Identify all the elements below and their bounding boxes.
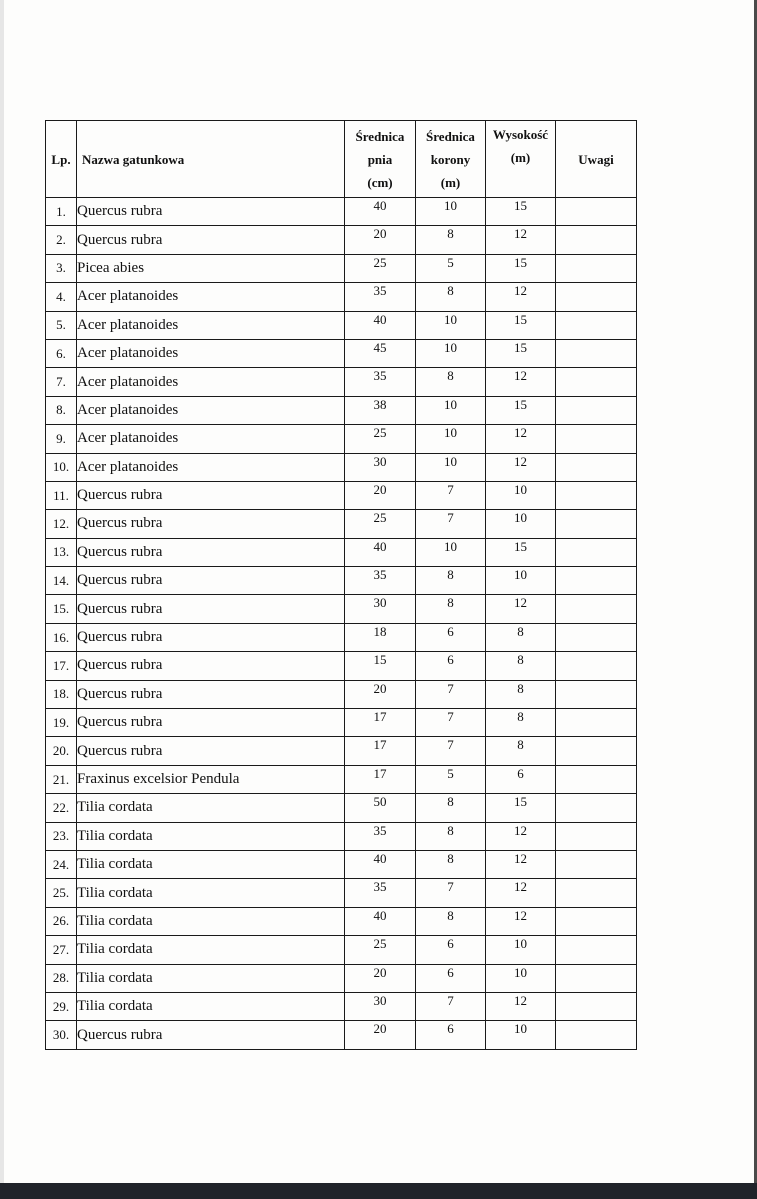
header-species-name: Nazwa gatunkowa [77, 121, 345, 198]
cell-species-name: Quercus rubra [77, 567, 345, 595]
cell-crown-diameter: 10 [416, 311, 486, 339]
cell-trunk-diameter: 18 [345, 623, 416, 651]
cell-lp: 17. [46, 652, 77, 680]
cell-height: 15 [486, 198, 556, 226]
cell-notes [556, 850, 637, 878]
cell-species-name: Tilia cordata [77, 992, 345, 1020]
cell-notes [556, 425, 637, 453]
cell-height: 12 [486, 425, 556, 453]
table-row [46, 339, 637, 367]
cell-crown-diameter: 10 [416, 538, 486, 566]
cell-trunk-diameter: 38 [345, 396, 416, 424]
table-row [46, 680, 637, 708]
cell-lp: 12. [46, 510, 77, 538]
table-row [46, 254, 637, 282]
page-left-edge [0, 0, 4, 1199]
cell-crown-diameter: 7 [416, 879, 486, 907]
cell-trunk-diameter: 30 [345, 992, 416, 1020]
cell-notes [556, 765, 637, 793]
cell-species-name: Quercus rubra [77, 198, 345, 226]
cell-crown-diameter: 7 [416, 992, 486, 1020]
table-row [46, 765, 637, 793]
cell-lp: 9. [46, 425, 77, 453]
cell-notes [556, 567, 637, 595]
cell-species-name: Quercus rubra [77, 680, 345, 708]
cell-trunk-diameter: 17 [345, 737, 416, 765]
cell-lp: 4. [46, 283, 77, 311]
cell-species-name: Quercus rubra [77, 538, 345, 566]
tree-inventory-table [45, 120, 637, 1050]
cell-crown-diameter: 8 [416, 907, 486, 935]
cell-crown-diameter: 5 [416, 765, 486, 793]
cell-notes [556, 879, 637, 907]
cell-trunk-diameter: 35 [345, 822, 416, 850]
header-height-line-1: Wysokość [492, 127, 549, 142]
cell-height: 10 [486, 510, 556, 538]
table-row [46, 992, 637, 1020]
cell-trunk-diameter: 40 [345, 850, 416, 878]
cell-trunk-diameter: 35 [345, 368, 416, 396]
cell-crown-diameter: 7 [416, 737, 486, 765]
cell-notes [556, 680, 637, 708]
cell-crown-diameter: 7 [416, 510, 486, 538]
table-header-row [46, 121, 637, 198]
cell-notes [556, 283, 637, 311]
cell-lp: 5. [46, 311, 77, 339]
cell-lp: 1. [46, 198, 77, 226]
header-trunk-line-2: pnia [367, 151, 393, 167]
cell-lp: 11. [46, 481, 77, 509]
cell-notes [556, 538, 637, 566]
cell-height: 15 [486, 339, 556, 367]
table-row [46, 481, 637, 509]
cell-lp: 25. [46, 879, 77, 907]
cell-notes [556, 226, 637, 254]
cell-species-name: Acer platanoides [77, 339, 345, 367]
cell-height: 12 [486, 850, 556, 878]
cell-crown-diameter: 8 [416, 822, 486, 850]
cell-crown-diameter: 8 [416, 794, 486, 822]
table-row [46, 879, 637, 907]
cell-notes [556, 396, 637, 424]
cell-notes [556, 794, 637, 822]
cell-species-name: Tilia cordata [77, 879, 345, 907]
cell-notes [556, 198, 637, 226]
cell-species-name: Quercus rubra [77, 1021, 345, 1049]
table-row [46, 538, 637, 566]
cell-crown-diameter: 8 [416, 567, 486, 595]
cell-species-name: Fraxinus excelsior Pendula [77, 765, 345, 793]
cell-lp: 6. [46, 339, 77, 367]
cell-species-name: Quercus rubra [77, 623, 345, 651]
cell-notes [556, 481, 637, 509]
cell-lp: 18. [46, 680, 77, 708]
cell-lp: 10. [46, 453, 77, 481]
table-row [46, 652, 637, 680]
cell-lp: 29. [46, 992, 77, 1020]
cell-height: 10 [486, 964, 556, 992]
cell-trunk-diameter: 45 [345, 339, 416, 367]
cell-notes [556, 453, 637, 481]
cell-trunk-diameter: 40 [345, 198, 416, 226]
cell-trunk-diameter: 30 [345, 453, 416, 481]
cell-trunk-diameter: 20 [345, 481, 416, 509]
cell-crown-diameter: 8 [416, 283, 486, 311]
cell-height: 10 [486, 936, 556, 964]
cell-crown-diameter: 6 [416, 652, 486, 680]
table-row [46, 510, 637, 538]
cell-height: 15 [486, 794, 556, 822]
cell-trunk-diameter: 20 [345, 680, 416, 708]
cell-lp: 20. [46, 737, 77, 765]
cell-notes [556, 907, 637, 935]
header-height [486, 121, 556, 198]
cell-species-name: Tilia cordata [77, 794, 345, 822]
cell-trunk-diameter: 25 [345, 936, 416, 964]
cell-notes [556, 737, 637, 765]
cell-height: 10 [486, 481, 556, 509]
cell-height: 12 [486, 283, 556, 311]
table-row [46, 396, 637, 424]
cell-crown-diameter: 10 [416, 198, 486, 226]
cell-height: 10 [486, 567, 556, 595]
table-row [46, 567, 637, 595]
cell-lp: 23. [46, 822, 77, 850]
cell-height: 8 [486, 652, 556, 680]
cell-crown-diameter: 7 [416, 481, 486, 509]
cell-trunk-diameter: 50 [345, 794, 416, 822]
header-crown-line-2: korony [430, 151, 471, 167]
cell-species-name: Tilia cordata [77, 850, 345, 878]
cell-crown-diameter: 8 [416, 850, 486, 878]
cell-height: 12 [486, 595, 556, 623]
header-crown-line-1: Średnica [426, 128, 475, 144]
cell-species-name: Acer platanoides [77, 396, 345, 424]
header-crown-line-3: (m) [440, 174, 461, 190]
cell-species-name: Quercus rubra [77, 737, 345, 765]
cell-height: 12 [486, 907, 556, 935]
cell-height: 8 [486, 623, 556, 651]
cell-notes [556, 368, 637, 396]
cell-notes [556, 595, 637, 623]
table-row [46, 368, 637, 396]
table-row [46, 311, 637, 339]
cell-crown-diameter: 7 [416, 680, 486, 708]
cell-height: 8 [486, 680, 556, 708]
cell-notes [556, 936, 637, 964]
cell-crown-diameter: 7 [416, 709, 486, 737]
cell-trunk-diameter: 20 [345, 964, 416, 992]
cell-trunk-diameter: 40 [345, 907, 416, 935]
cell-trunk-diameter: 40 [345, 538, 416, 566]
table-row [46, 425, 637, 453]
cell-lp: 19. [46, 709, 77, 737]
header-notes: Uwagi [556, 121, 637, 198]
cell-species-name: Acer platanoides [77, 368, 345, 396]
cell-trunk-diameter: 17 [345, 765, 416, 793]
table-row [46, 850, 637, 878]
cell-lp: 13. [46, 538, 77, 566]
cell-trunk-diameter: 17 [345, 709, 416, 737]
table-row [46, 453, 637, 481]
cell-crown-diameter: 6 [416, 623, 486, 651]
header-trunk-line-1: Średnica [355, 128, 405, 144]
cell-species-name: Tilia cordata [77, 822, 345, 850]
cell-notes [556, 623, 637, 651]
cell-notes [556, 311, 637, 339]
table-row [46, 283, 637, 311]
cell-trunk-diameter: 25 [345, 510, 416, 538]
cell-trunk-diameter: 20 [345, 1021, 416, 1049]
cell-lp: 24. [46, 850, 77, 878]
cell-crown-diameter: 8 [416, 226, 486, 254]
cell-crown-diameter: 10 [416, 396, 486, 424]
cell-height: 12 [486, 992, 556, 1020]
cell-trunk-diameter: 25 [345, 425, 416, 453]
table-row [46, 198, 637, 226]
cell-height: 12 [486, 368, 556, 396]
table-row [46, 964, 637, 992]
cell-crown-diameter: 6 [416, 936, 486, 964]
cell-crown-diameter: 10 [416, 339, 486, 367]
cell-trunk-diameter: 30 [345, 595, 416, 623]
header-height-line-2: (m) [510, 150, 531, 165]
table-row [46, 709, 637, 737]
scanner-bottom-band [0, 1183, 757, 1199]
table-row [46, 737, 637, 765]
header-lp: Lp. [46, 121, 77, 198]
cell-height: 12 [486, 226, 556, 254]
cell-species-name: Acer platanoides [77, 425, 345, 453]
cell-crown-diameter: 10 [416, 453, 486, 481]
cell-lp: 28. [46, 964, 77, 992]
cell-crown-diameter: 10 [416, 425, 486, 453]
cell-height: 12 [486, 822, 556, 850]
cell-lp: 21. [46, 765, 77, 793]
cell-species-name: Tilia cordata [77, 964, 345, 992]
cell-lp: 27. [46, 936, 77, 964]
cell-species-name: Tilia cordata [77, 936, 345, 964]
cell-lp: 16. [46, 623, 77, 651]
cell-species-name: Quercus rubra [77, 226, 345, 254]
cell-species-name: Quercus rubra [77, 510, 345, 538]
cell-crown-diameter: 6 [416, 964, 486, 992]
cell-trunk-diameter: 15 [345, 652, 416, 680]
cell-species-name: Quercus rubra [77, 652, 345, 680]
cell-lp: 7. [46, 368, 77, 396]
cell-height: 6 [486, 765, 556, 793]
cell-height: 12 [486, 453, 556, 481]
table-row [46, 623, 637, 651]
cell-lp: 15. [46, 595, 77, 623]
cell-height: 15 [486, 538, 556, 566]
cell-height: 15 [486, 254, 556, 282]
cell-lp: 8. [46, 396, 77, 424]
table-row [46, 822, 637, 850]
cell-species-name: Acer platanoides [77, 311, 345, 339]
table-row [46, 226, 637, 254]
cell-notes [556, 510, 637, 538]
table-row [46, 936, 637, 964]
cell-height: 10 [486, 1021, 556, 1049]
cell-species-name: Quercus rubra [77, 709, 345, 737]
cell-height: 12 [486, 879, 556, 907]
cell-notes [556, 1021, 637, 1049]
cell-height: 8 [486, 737, 556, 765]
cell-lp: 30. [46, 1021, 77, 1049]
cell-species-name: Picea abies [77, 254, 345, 282]
cell-species-name: Quercus rubra [77, 595, 345, 623]
cell-species-name: Tilia cordata [77, 907, 345, 935]
cell-notes [556, 964, 637, 992]
cell-notes [556, 254, 637, 282]
cell-trunk-diameter: 35 [345, 879, 416, 907]
cell-height: 15 [486, 311, 556, 339]
header-crown-diameter [416, 121, 486, 198]
cell-species-name: Acer platanoides [77, 283, 345, 311]
cell-height: 15 [486, 396, 556, 424]
cell-lp: 3. [46, 254, 77, 282]
header-trunk-diameter [345, 121, 416, 198]
cell-trunk-diameter: 40 [345, 311, 416, 339]
table-row [46, 1021, 637, 1049]
table-row [46, 595, 637, 623]
cell-trunk-diameter: 35 [345, 567, 416, 595]
cell-trunk-diameter: 35 [345, 283, 416, 311]
cell-species-name: Acer platanoides [77, 453, 345, 481]
cell-trunk-diameter: 25 [345, 254, 416, 282]
cell-notes [556, 709, 637, 737]
cell-lp: 22. [46, 794, 77, 822]
cell-height: 8 [486, 709, 556, 737]
cell-trunk-diameter: 20 [345, 226, 416, 254]
cell-crown-diameter: 6 [416, 1021, 486, 1049]
cell-notes [556, 822, 637, 850]
table-row [46, 794, 637, 822]
table-body [46, 198, 637, 1050]
header-trunk-line-3: (cm) [367, 174, 393, 190]
cell-crown-diameter: 5 [416, 254, 486, 282]
cell-lp: 2. [46, 226, 77, 254]
cell-species-name: Quercus rubra [77, 481, 345, 509]
cell-notes [556, 992, 637, 1020]
cell-crown-diameter: 8 [416, 595, 486, 623]
cell-notes [556, 339, 637, 367]
cell-notes [556, 652, 637, 680]
cell-lp: 26. [46, 907, 77, 935]
table-row [46, 907, 637, 935]
cell-crown-diameter: 8 [416, 368, 486, 396]
cell-lp: 14. [46, 567, 77, 595]
